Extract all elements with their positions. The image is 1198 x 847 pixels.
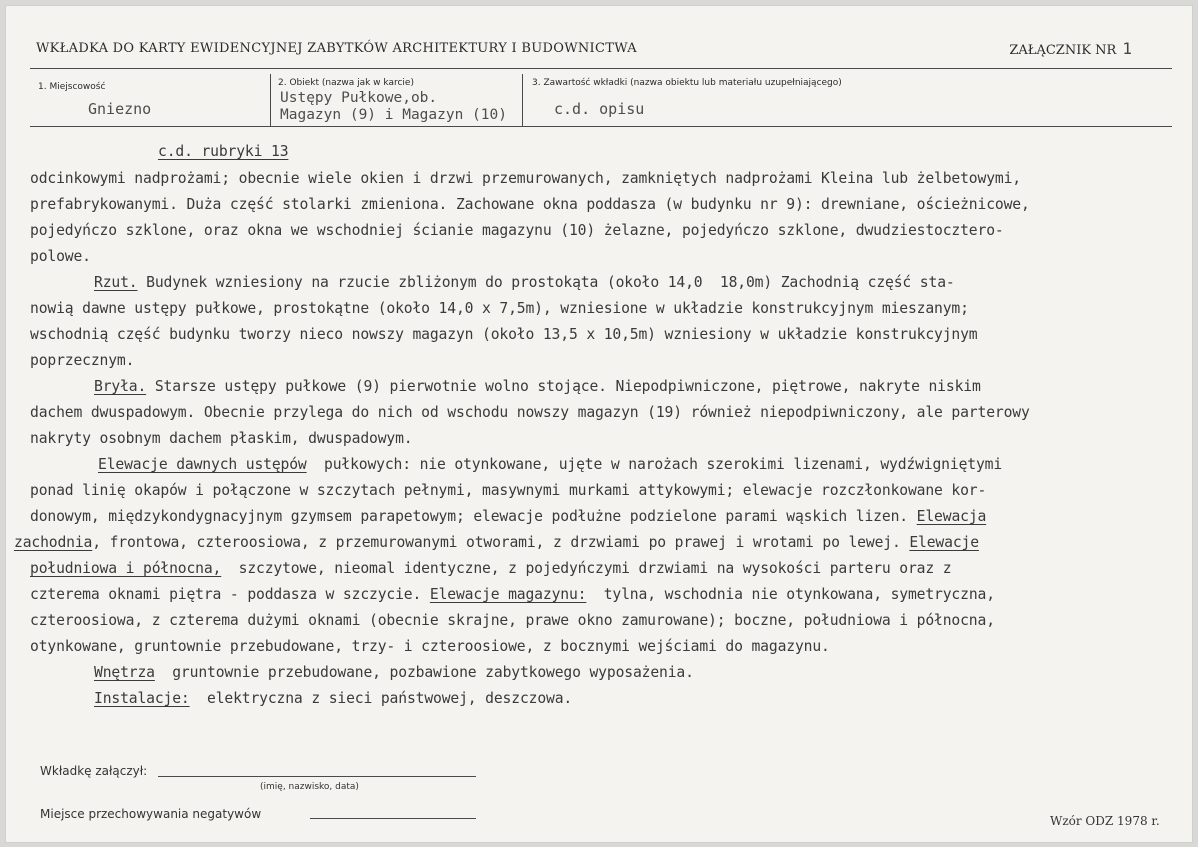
field-divider-1: [270, 74, 271, 126]
field-divider-2: [522, 74, 523, 126]
p1-line-2: prefabrykowanymi. Duża część stolarki zmieniona. Zachowane okna poddasza (w budynku nr 9): drewniane, ościeżnicowe,: [30, 196, 1030, 213]
instalacje-heading: Instalacje:: [94, 690, 190, 707]
p4-line-7: czteroosiowa, z czterema dużymi oknami (obecnie skrajne, prawe okno zamurowane); boczne, południowa i północna,: [30, 612, 995, 629]
fields-bottom-rule: [30, 126, 1172, 127]
p3-line-1-text: Starsze ustępy pułkowe (9) pierwotnie wolno stojące. Niepodpiwniczone, piętrowe, nakryte niskim: [146, 378, 981, 395]
p4-line-6-text-b: tylna, wschodnia nie otynkowana, symetryczna,: [586, 586, 995, 603]
p4-line-5-text: szczytowe, nieomal identyczne, z pojedyńczymi drzwiami na wysokości parteru oraz z: [221, 560, 952, 577]
p4-line-2: ponad linię okapów i połączone w szczytach pełnymi, masywnymi murkami attykowymi; elewacje rozczłonkowane kor-: [30, 482, 987, 499]
p4-line-4-text: , frontowa, czteroosiowa, z przemurowanymi otworami, z drzwiami po prawej i wrotami po lewej.: [92, 534, 901, 551]
p4-line-8: otynkowane, gruntownie przebudowane, trzy- i czteroosiowe, z bocznymi wejściami do magazynu.: [30, 638, 830, 655]
p2-line-3: wschodnią część budynku tworzy nieco nowszy magazyn (około 13,5 x 10,5m) wzniesiony w układzie konstrukcyjnym: [30, 326, 978, 343]
zachodnia-subheading: zachodnia: [14, 534, 93, 551]
field-2-value-line2: Magazyn (9) i Magazyn (10): [280, 107, 507, 123]
p4-line-1-text: pułkowych: nie otynkowane, ujęte w narożach szerokimi lizenami, wydźwigniętymi: [306, 456, 1003, 473]
field-1-label: 1. Miejscowość: [38, 82, 106, 92]
attached-by-hint: (imię, nazwisko, data): [260, 782, 359, 792]
elewacja-subheading: Elewacja: [916, 508, 987, 525]
p6-text: elektryczna z sieci państwowej, deszczowa.: [189, 690, 573, 707]
field-2-label: 2. Obiekt (nazwa jak w karcie): [278, 78, 414, 88]
p2-line-1-text: Budynek wzniesiony na rzucie zbliżonym do prostokąta (około 14,0 18,0m) Zachodnią część sta-: [137, 274, 955, 291]
p1-line-4: polowe.: [30, 248, 91, 265]
p4-line-5: [30, 560, 951, 577]
bryla-heading: Bryła.: [94, 378, 147, 395]
form-title: WKŁADKA DO KARTY EWIDENCYJNEJ ZABYTKÓW ARCHITEKTURY I BUDOWNICTWA: [36, 41, 637, 56]
p4-line-6: [30, 586, 995, 603]
p6-line: [94, 690, 572, 707]
p5-text: gruntownie przebudowane, pozbawione zabytkowego wyposażenia.: [154, 664, 694, 681]
elewacje-subheading-2: Elewacje: [909, 534, 979, 551]
elewacje-heading: Elewacje dawnych ustępów: [98, 456, 307, 473]
wnetrza-heading: Wnętrza: [94, 664, 155, 681]
p3-line-3: nakryty osobnym dachem płaskim, dwuspadowym.: [30, 430, 413, 447]
magazyn-subheading: Elewacje magazynu:: [429, 586, 587, 603]
record-card: [6, 6, 1192, 842]
top-rule: [30, 68, 1172, 69]
p3-line-2: dachem dwuspadowym. Obecnie przylega do nich od wschodu nowszy magazyn (19) również niepodpiwniczony, ale parterowy: [30, 404, 1030, 421]
attachment-number: [1009, 39, 1132, 58]
p2-line-4: poprzecznym.: [30, 352, 135, 369]
p2-line-2: nowią dawne ustępy pułkowe, prostokątne (około 14,0 x 7,5m), wzniesione w układzie konstrukcyjnym mieszanym;: [30, 300, 969, 317]
continuation-heading: c.d. rubryki 13: [158, 143, 289, 160]
poludniowa-subheading: południowa i północna,: [30, 560, 222, 577]
form-code: Wzór ODZ 1978 r.: [1050, 814, 1160, 828]
p4-line-1: [98, 456, 1002, 473]
field-3-label: 3. Zawartość wkładki (nazwa obiektu lub materiału uzupełniającego): [532, 78, 842, 88]
p2-line-1: [94, 274, 955, 291]
negatives-location-label: Miejsce przechowywania negatywów: [40, 807, 262, 821]
rzut-heading: Rzut.: [94, 274, 138, 291]
attachment-number-value: 1: [1122, 39, 1132, 58]
p4-line-4: [14, 534, 979, 551]
p3-line-1: [94, 378, 981, 395]
attached-by-label: Wkładkę załączył:: [40, 764, 148, 778]
field-3-value: c.d. opisu: [554, 100, 645, 118]
negatives-location-line: [310, 818, 476, 819]
attachment-label: ZAŁĄCZNIK NR: [1009, 43, 1117, 58]
p1-line-1: odcinkowymi nadprożami; obecnie wiele okien i drzwi przemurowanych, zamkniętych nadprożami Kleina lub żelbetowymi,: [30, 170, 1021, 187]
p1-line-3: pojedyńczo szklone, oraz okna we wschodniej ścianie magazynu (10) żelazne, pojedyńczo szklone, dwudziestocztero-: [30, 222, 1004, 239]
p4-line-6-text: czterema oknami piętra - poddasza w szczycie.: [30, 586, 422, 603]
field-1-value: Gniezno: [88, 100, 152, 118]
p5-line: [94, 664, 694, 681]
field-2-value-line1: Ustępy Pułkowe,ob.: [280, 90, 438, 106]
p4-line-3-text: donowym, międzykondygnacyjnym gzymsem parapetowym; elewacje podłużne podzielone parami wąskich lizen.: [30, 508, 908, 525]
p4-line-3: [30, 508, 986, 525]
attached-by-line: [158, 776, 476, 777]
